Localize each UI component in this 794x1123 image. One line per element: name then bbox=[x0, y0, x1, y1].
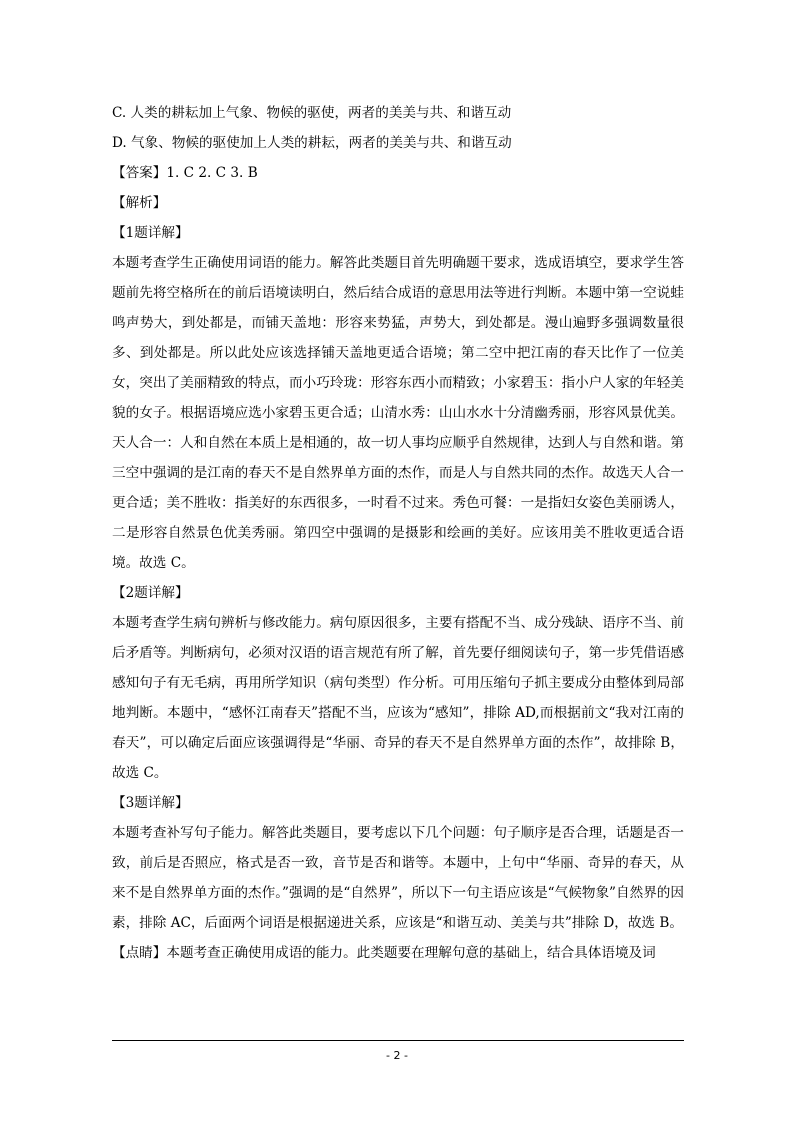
footer-divider bbox=[112, 1040, 684, 1041]
option-d: D. 气象、物候的驱使加上人类的耕耘，两者的美美与共、和谐互动 bbox=[112, 135, 512, 151]
option-c: C. 人类的耕耘加上气象、物候的驱使，两者的美美与共、和谐互动 bbox=[112, 105, 512, 121]
analysis-header: 【解析】 bbox=[112, 195, 167, 211]
tip-text: 本题考查正确使用成语的能力。此类题要在理解句意的基础上，结合具体语境及词 bbox=[166, 945, 656, 961]
page-content bbox=[112, 98, 684, 968]
answer-line: 【答案】1. C 2. C 3. B bbox=[112, 165, 258, 181]
q2-header: 【2题详解】 bbox=[112, 585, 189, 601]
q1-explanation: 本题考查学生正确使用词语的能力。解答此类题目首先明确题干要求，选成语填空，要求学生答题前先将空格所在的前后语境读明白，然后结合成语的意思用法等进行判断。本题中第一空说蛙鸣声势大，到处都是，而铺天盖地：形容来势猛，声势大，到处都是。漫山遍野多强调数量很多、到处都是。所以此处应该选择铺天盖地更适合语境；第二空中把江南的春天比作了一位美女，突出了美丽精致的特点，而小巧玲珑：形容东西小而精致；小家碧玉：指小户人家的年轻美貌的女子。根据语境应选小家碧玉更合适；山清水秀：山山水水十分清幽秀丽，形容风景优美。天人合一：人和自然在本质上是相通的，故一切人事均应顺乎自然规律，达到人与自然和谐。第三空中强调的是江南的春天不是自然界单方面的杰作，而是人与自然共同的杰作。故选天人合一更合适；美不胜收：指美好的东西很多，一时看不过来。秀色可餐：一是指妇女姿色美丽诱人，二是形容自然景色优美秀丽。第四空中强调的是摄影和绘画的美好。应该用美不胜收更适合语境。故选 C。 bbox=[112, 255, 684, 571]
tip-paragraph bbox=[112, 938, 684, 968]
q3-explanation: 本题考查补写句子能力。解答此类题目，要考虑以下几个问题：句子顺序是否合理，话题是否一致，前后是否照应，格式是否一致，音节是否和谐等。本题中，上句中“华丽、奇异的春天，从来不是自然界单方面的杰作。”强调的是“自然界”，所以下一句主语应该是“气候物象”自然界的因素，排除 AC，后面两个词语是根据递进关系，应该是“和谐互动、美美与共”排除 D，故选 B。 bbox=[112, 825, 684, 931]
q3-header: 【3题详解】 bbox=[112, 795, 189, 811]
tip-header: 【点睛】 bbox=[112, 945, 167, 961]
page-number: - 2 - bbox=[386, 1049, 408, 1062]
q2-explanation: 本题考查学生病句辨析与修改能力。病句原因很多，主要有搭配不当、成分残缺、语序不当、前后矛盾等。判断病句，必须对汉语的语言规范有所了解，首先要仔细阅读句子，第一步凭借语感感知句子有无毛病，再用所学知识（病句类型）作分析。可用压缩句子抓主要成分由整体到局部地判断。本题中，“感怀江南春天”搭配不当，应该为“感知”，排除 AD,而根据前文“我对江南的春天”，可以确定后面应该强调得是“华丽、奇异的春天不是自然界单方面的杰作”，故排除 B，故选 C。 bbox=[112, 615, 684, 781]
q1-header: 【1题详解】 bbox=[112, 225, 189, 241]
